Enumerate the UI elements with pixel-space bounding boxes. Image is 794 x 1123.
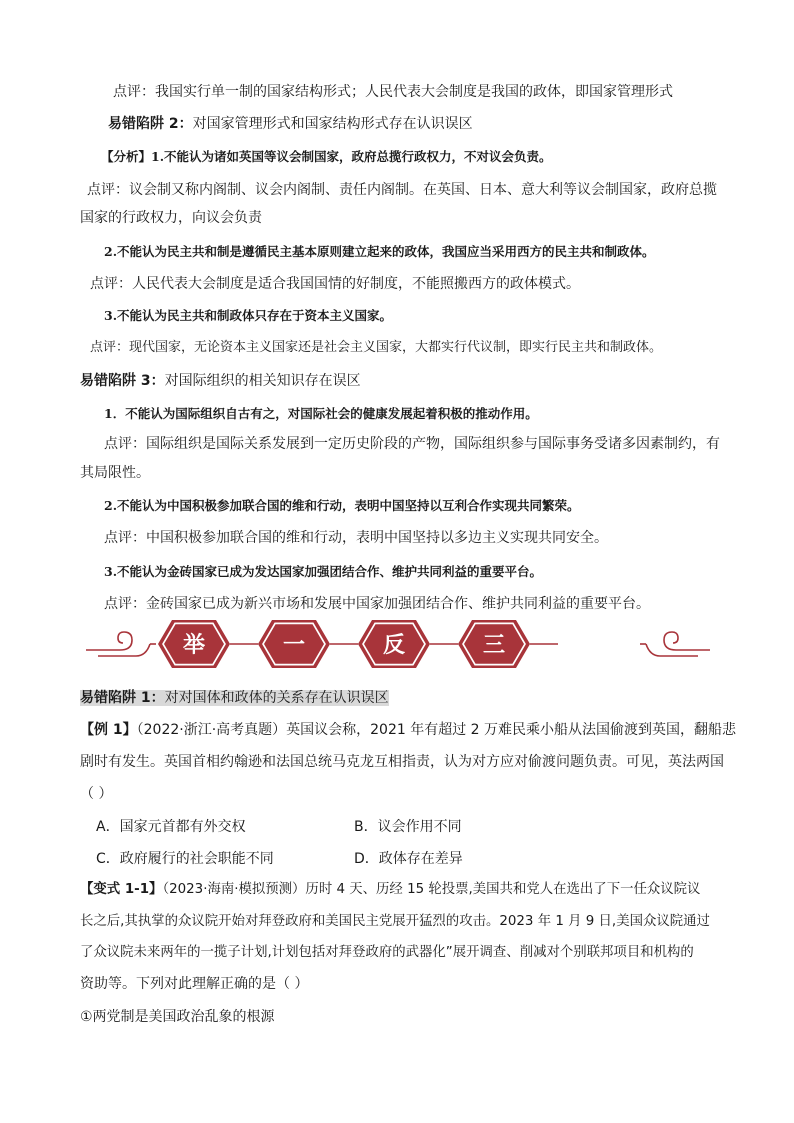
variant-text: 了众议院未来两年的一揽子计划,计划包括对拜登政府的武器化”展开调查、削减对个别联邦项目和机构的 <box>80 945 694 960</box>
comment-line: 点评：我国实行单一制的国家结构形式；人民代表大会制度是我国的政体，即国家管理形式 <box>113 84 673 100</box>
variant-text: 资助等。下列对此理解正确的是（ ） <box>80 976 309 992</box>
comment-line: 国家的行政权力，向议会负责 <box>80 210 262 226</box>
trap-heading-2 <box>108 114 473 134</box>
trap-heading-text: 对国际组织的相关知识存在误区 <box>164 373 361 389</box>
comment-line: 点评：金砖国家已成为新兴市场和发展中国家加强团结合作、维护共同利益的重要平台。 <box>104 596 650 612</box>
trap-heading-1 <box>80 688 389 708</box>
choice-item-1: ①两党制是美国政治乱象的根源 <box>80 1009 275 1025</box>
trap-heading-label: 易错陷阱 3： <box>80 373 165 389</box>
trap-heading-label: 易错陷阱 1： <box>80 690 165 706</box>
example-1 <box>80 720 736 740</box>
variant-tag: 【变式 1-1】 <box>80 882 163 897</box>
variant-1-1 <box>80 880 700 900</box>
banner-right-ornament <box>640 632 710 656</box>
analysis-point-2: 2.不能认为中国积极参加联合国的维和行动，表明中国坚持以互利合作实现共同繁荣。 <box>104 498 580 513</box>
example-text: （2022·浙江·高考真题）英国议会称，2021 年有超过 2 万难民乘小船从法国偷渡到英国，翻船悲 <box>136 722 737 738</box>
trap-heading-text: 对国家管理形式和国家结构形式存在认识误区 <box>192 116 473 132</box>
banner-char: 三 <box>482 633 506 658</box>
analysis-point-2: 2.不能认为民主共和制是遵循民主基本原则建立起来的政体，我国应当采用西方的民主共和制政体。 <box>104 244 655 259</box>
trap-heading-3 <box>80 371 361 391</box>
section-banner <box>80 616 716 672</box>
banner-char: 反 <box>382 633 406 658</box>
banner-char: 举 <box>182 633 206 658</box>
banner-char: 一 <box>282 633 306 658</box>
option-c: C．政府履行的社会职能不同 <box>96 851 274 867</box>
option-d: D．政体存在差异 <box>354 851 463 867</box>
comment-line: 点评：国际组织是国际关系发展到一定历史阶段的产物，国际组织参与国际事务受诸多因素制约，有 <box>104 436 720 452</box>
trap-heading-text: 对对国体和政体的关系存在认识误区 <box>164 690 389 706</box>
comment-line: 点评：现代国家，无论资本主义国家还是社会主义国家，大都实行代议制，即实行民主共和制政体。 <box>90 340 663 355</box>
example-text: 剧时有发生。英国首相约翰逊和法国总统马克龙互相指责，认为对方应对偷渡问题负责。可见，英法两国 <box>80 754 724 770</box>
comment-line: 点评：中国积极参加联合国的维和行动，表明中国坚持以多边主义实现共同安全。 <box>104 530 608 546</box>
variant-text: 长之后,其执掌的众议院开始对拜登政府和美国民主党展开猛烈的攻击。2023 年 1 月 9 日,美国众议院通过 <box>80 914 710 929</box>
answer-parentheses: （ ） <box>80 786 113 802</box>
option-a: A．国家元首都有外交权 <box>96 819 246 835</box>
analysis-point-3: 3.不能认为民主共和制政体只存在于资本主义国家。 <box>104 308 393 323</box>
trap-heading-label: 易错陷阱 2： <box>108 116 193 132</box>
analysis-point-1: 1．不能认为国际组织自古有之，对国际社会的健康发展起着积极的推动作用。 <box>104 406 538 421</box>
comment-line: 点评：议会制又称内阁制、议会内阁制、责任内阁制。在英国、日本、意大利等议会制国家，政府总揽 <box>87 182 717 198</box>
analysis-point-1: 【分析】1.不能认为诸如英国等议会制国家，政府总揽行政权力，不对议会负责。 <box>101 149 552 164</box>
option-b: B．议会作用不同 <box>354 819 462 835</box>
comment-line: 其局限性。 <box>80 465 150 481</box>
comment-line: 点评：人民代表大会制度是适合我国国情的好制度，不能照搬西方的政体模式。 <box>90 276 580 292</box>
variant-text: （2023·海南·模拟预测）历时 4 天、历经 15 轮投票,美国共和党人在选出了下一任众议院议 <box>162 882 701 897</box>
example-tag: 【例 1】 <box>80 722 137 738</box>
analysis-point-3: 3.不能认为金砖国家已成为发达国家加强团结合作、维护共同利益的重要平台。 <box>104 564 543 579</box>
banner-left-ornament <box>86 632 156 656</box>
